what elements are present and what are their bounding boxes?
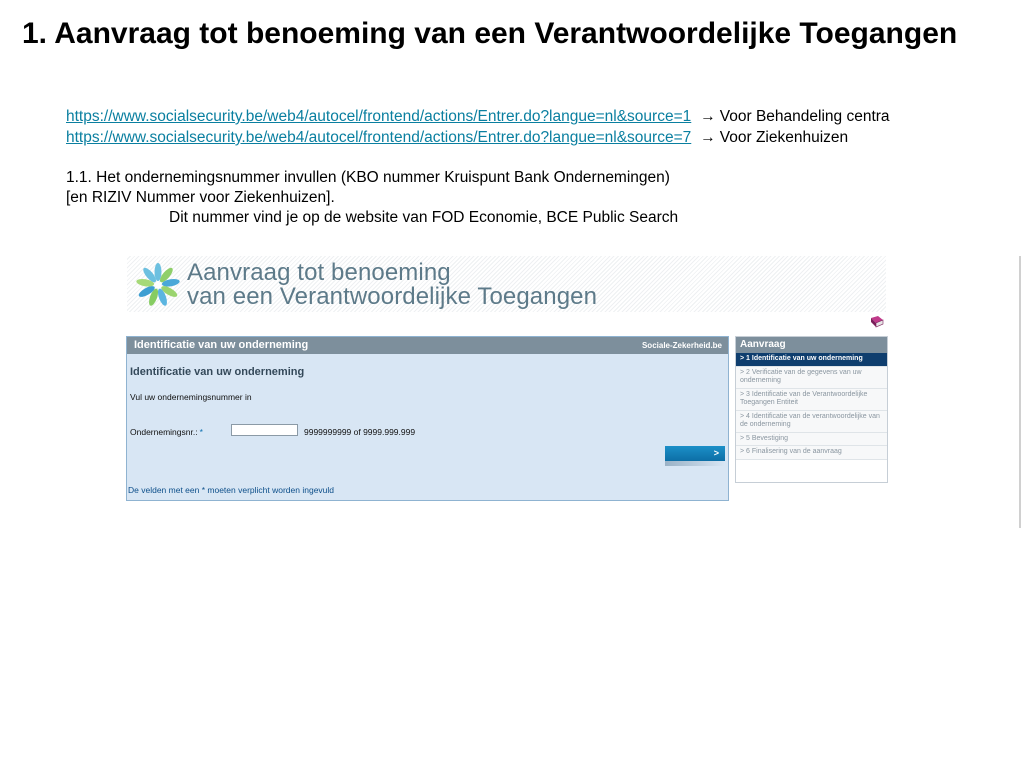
link-note: Voor Behandeling centra — [719, 108, 890, 125]
company-number-format-hint: 9999999999 of 9999.999.999 — [304, 427, 416, 437]
link-row-behandeling-centra — [66, 106, 890, 127]
link-row-ziekenhuizen — [66, 127, 890, 148]
instruction-line-3: Dit nummer vind je op de website van FOD Economie, BCE Public Search — [169, 209, 679, 226]
company-number-input[interactable] — [231, 424, 298, 436]
panel-instruction: Vul uw ondernemingsnummer in — [130, 392, 252, 402]
step-item-3[interactable]: > 3 Identificatie van de Verantwoordelijke Toegangen Entiteit — [736, 389, 887, 411]
link-note: Voor Ziekenhuizen — [719, 129, 849, 146]
instruction-line-2: [en RIZIV Nummer voor Ziekenhuizen]. — [66, 189, 335, 206]
step-item-1[interactable]: > 1 Identificatie van uw onderneming — [736, 353, 887, 367]
required-fields-note: De velden met een * moeten verplicht worden ingevuld — [128, 485, 335, 495]
arrow-right-icon: → — [700, 108, 716, 125]
next-button[interactable]: > — [665, 446, 725, 461]
step-item-6[interactable]: > 6 Finalisering van de aanvraag — [736, 446, 887, 460]
steps-header: Aanvraag — [736, 337, 887, 353]
panel-header-title: Identificatie van uw onderneming — [134, 339, 309, 351]
instructions-text — [66, 168, 678, 228]
panel-subtitle: Identificatie van uw onderneming — [130, 366, 305, 378]
panel-header-brand: Sociale-Zekerheid.be — [641, 341, 722, 350]
flower-logo-icon — [133, 260, 183, 310]
arrow-right-icon: → — [700, 129, 716, 146]
link-source-1[interactable]: https://www.socialsecurity.be/web4/autocel/frontend/actions/Entrer.do?langue=nl&source=1 — [66, 108, 692, 125]
slide-title: 1. Aanvraag tot benoeming van een Verantwoordelijke Toegangen — [22, 17, 958, 50]
instruction-line-1: 1.1. Het ondernemingsnummer invullen (KBO nummer Kruispunt Bank Ondernemingen) — [66, 169, 670, 186]
identification-panel — [126, 336, 729, 501]
request-steps-panel — [735, 336, 888, 483]
banner-title-line-2: van een Verantwoordelijke Toegangen — [187, 283, 598, 310]
window-edge-divider — [1019, 256, 1021, 528]
link-source-7[interactable]: https://www.socialsecurity.be/web4/autocel/frontend/actions/Entrer.do?langue=nl&source=7 — [66, 129, 692, 146]
step-item-5[interactable]: > 5 Bevestiging — [736, 433, 887, 447]
app-banner — [127, 256, 886, 312]
next-button-shadow — [665, 461, 725, 466]
company-number-label-text: Ondernemingsnr.: — [130, 427, 198, 437]
step-item-2[interactable]: > 2 Verificatie van de gegevens van uw onderneming — [736, 367, 887, 389]
help-book-icon[interactable] — [869, 314, 885, 330]
link-list — [66, 106, 890, 148]
required-marker: * — [199, 427, 203, 437]
panel-header — [127, 337, 728, 354]
company-number-label — [130, 427, 203, 437]
step-item-4[interactable]: > 4 Identificatie van de verantwoordelijke van de onderneming — [736, 411, 887, 433]
banner-title-line-1: Aanvraag tot benoeming — [187, 259, 451, 286]
